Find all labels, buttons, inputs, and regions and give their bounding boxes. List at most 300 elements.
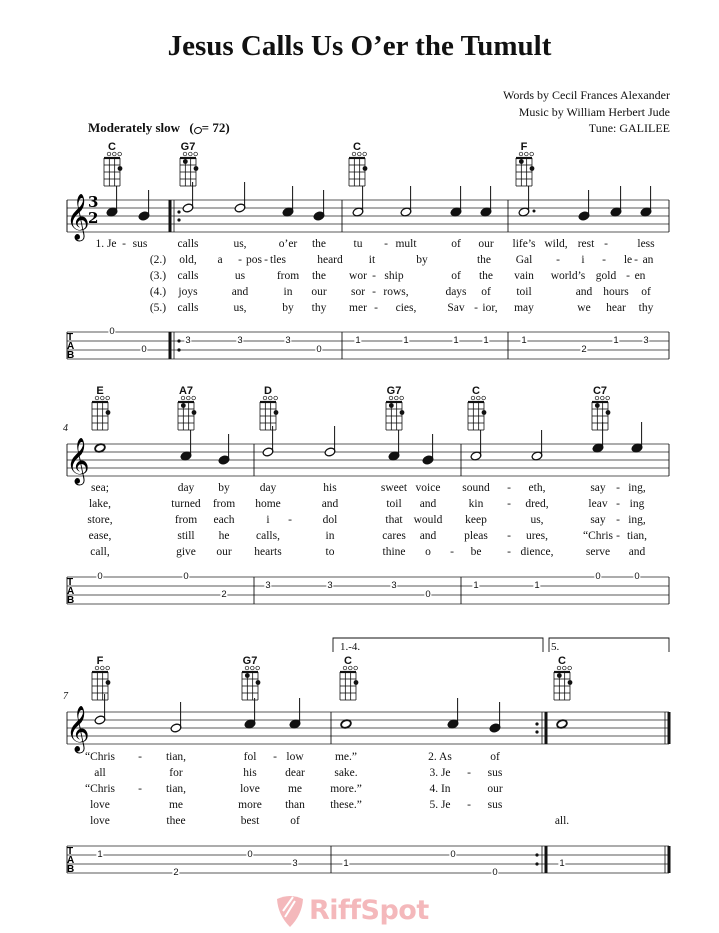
lyric-syllable: his [243,767,257,779]
tab-fret-number: 3 [292,858,298,869]
lyric-syllable: ship [384,270,404,282]
lyric-syllable: tian, [626,530,648,542]
tab-clef-letter: T [67,332,74,343]
chord-name: C [472,385,480,397]
lyric-syllable: - [507,530,511,542]
chord-name: C [353,141,361,153]
lyric-syllable: ures, [525,530,549,542]
tab-fret-number: 3 [237,335,243,346]
tab-fret-number: 1 [534,580,540,591]
lyric-syllable: eth, [528,482,546,494]
credit-tune: Tune: GALILEE [588,121,670,135]
lyric-syllable: ing, [628,482,646,494]
repeat-dot [535,730,538,733]
tab-fret-number: 0 [595,571,601,582]
lyric-syllable: tian, [165,751,187,763]
open-string-marker [482,396,486,400]
tab-fret-number: 2 [581,344,587,355]
lyric-syllable: dred, [525,498,549,510]
tab-clef-letter: T [67,577,74,588]
credit-words: Words by Cecil Frances Alexander [503,88,670,102]
lyric-syllable: - [616,482,620,494]
tab-fret-number: 3 [285,335,291,346]
lyric-syllable: dol [322,514,338,526]
lyric-syllable: from [212,498,236,510]
lyric-syllable: ease, [88,530,112,542]
lyric-syllable: low [286,751,304,763]
tab-fret-number: 0 [109,326,115,337]
dot [533,210,536,213]
lyric-syllable: sea; [91,482,109,494]
lyric-syllable: calls, [256,530,280,542]
lyric-syllable: a [217,254,223,266]
lyric-syllable: keep [465,514,487,526]
lyric-syllable: pleas [464,530,488,542]
lyric-syllable: of [451,238,461,250]
lyric-syllable: i [266,514,270,526]
lyric-syllable: voice [415,482,441,494]
lyric-syllable: kin [468,498,484,510]
lyric-syllable: of [490,751,500,763]
lyric-syllable: turned [171,498,201,510]
open-string-marker [568,666,572,670]
lyric-syllable: his [323,482,337,494]
lyric-syllable: ing [629,498,645,510]
tab-clef-letter: A [67,341,75,352]
tab-fret-number: 1 [559,858,565,869]
finger-dot [192,410,197,415]
guitar-pick-icon [273,893,307,929]
tab-fret-number: 0 [492,867,498,878]
lyric-syllable: 1. Je [95,238,117,250]
finger-dot [519,159,524,164]
tab-clef-letter: T [67,846,74,857]
finger-dot [595,403,600,408]
lyric-syllable: to [325,546,335,558]
tab-fret-number: 1 [613,335,619,346]
finger-dot [557,673,562,678]
lyric-syllable: and [321,498,339,510]
lyric-syllable: - [507,498,511,510]
lyric-syllable: - [450,546,454,558]
chord-name: C [344,655,352,667]
tab-fret-number: 3 [327,580,333,591]
lyric-syllable: may [514,302,534,314]
treble-clef-icon: 𝄞 [66,438,90,484]
lyric-syllable: of [451,270,461,282]
lyric-syllable: sus [487,767,503,779]
finger-dot [606,410,611,415]
lyric-syllable: sor [350,286,366,298]
lyric-syllable: - [467,767,471,779]
open-string-marker [118,152,122,156]
lyric-syllable: from [174,514,198,526]
lyric-syllable: old, [179,254,197,266]
lyric-syllable: (3.) [149,270,167,282]
chord-name: F [96,655,104,667]
lyric-syllable: an [642,254,654,266]
finger-dot [256,680,261,685]
lyric-syllable: the [311,270,327,282]
tempo-bpm: = 72) [201,120,230,135]
lyric-syllable: - [604,238,608,250]
finger-dot [194,166,199,171]
lyric-syllable: our [311,286,327,298]
lyric-syllable: it [368,254,376,266]
lyric-syllable: toil [516,286,532,298]
lyric-syllable: store, [87,514,113,526]
lyric-syllable: - [122,238,126,250]
lyric-syllable: life’s [512,238,536,250]
lyric-syllable: calls [177,302,199,314]
lyric-syllable: 4. In [429,783,451,795]
finger-dot [568,680,573,685]
lyric-syllable: by [416,254,428,266]
lyric-syllable: - [467,799,471,811]
lyric-syllable: - [616,514,620,526]
lyric-syllable: say [590,514,606,526]
lyric-syllable: mer [349,302,367,314]
finger-dot [363,166,368,171]
open-string-marker [530,152,534,156]
lyric-syllable: lake, [88,498,112,510]
tab-fret-number: 3 [265,580,271,591]
lyric-syllable: me [287,783,303,795]
open-string-marker [106,666,110,670]
lyric-syllable: less [637,238,655,250]
lyric-syllable: - [616,530,620,542]
lyric-syllable: dear [285,767,305,779]
lyric-syllable: “Chris [84,751,116,763]
lyric-syllable: heard [317,254,343,266]
lyric-syllable: day [259,482,277,494]
lyric-syllable: from [276,270,300,282]
lyric-syllable: tian, [165,783,187,795]
lyric-syllable: sus [487,799,503,811]
tempo-paren: ( [189,120,194,135]
lyric-syllable: ior, [482,302,498,314]
lyric-syllable: more [238,799,262,811]
lyric-syllable: - [288,514,292,526]
repeat-dot [535,722,538,725]
tab-fret-number: 1 [521,335,527,346]
lyric-syllable: o’er [278,238,298,250]
lyric-syllable: o [425,546,431,558]
tab-fret-number: 2 [173,867,179,878]
finger-dot [389,403,394,408]
lyric-syllable: by [282,302,294,314]
lyric-syllable: - [616,498,620,510]
lyric-syllable: our [216,546,232,558]
tab-fret-number: 2 [221,589,227,600]
chord-name: F [520,141,528,153]
lyric-syllable: in [283,286,293,298]
finger-dot [245,673,250,678]
chord-name: C [108,141,116,153]
lyric-syllable: i [581,254,585,266]
lyric-syllable: - [507,482,511,494]
lyric-syllable: all. [554,815,570,827]
finger-dot [118,166,123,171]
lyric-syllable: toil [386,498,402,510]
tab-clef-letter: B [67,595,75,606]
lyric-syllable: of [290,815,300,827]
finger-dot [482,410,487,415]
finger-dot [181,403,186,408]
lyric-syllable: (2.) [149,254,167,266]
lyric-syllable: mult [395,238,417,250]
lyric-syllable: give [176,546,196,558]
lyric-syllable: the [478,270,494,282]
lyric-syllable: - [372,286,376,298]
lyric-syllable: be [470,546,482,558]
lyric-syllable: say [590,482,606,494]
lyric-syllable: best [240,815,260,827]
lyric-syllable: (5.) [149,302,167,314]
lyric-syllable: joys [178,286,198,298]
lyric-syllable: love [90,815,110,827]
lyric-syllable: in [325,530,335,542]
lyric-syllable: en [634,270,646,282]
chord-name: D [264,385,272,397]
lyric-syllable: cies, [395,302,417,314]
finger-dot [354,680,359,685]
lyric-syllable: le [623,254,633,266]
lyric-syllable: us, [233,302,247,314]
lyric-syllable: we [577,302,591,314]
lyric-syllable: calls [177,270,199,282]
lyric-syllable: us, [530,514,544,526]
repeat-dot [535,853,538,856]
lyric-syllable: fol [243,751,257,763]
lyric-syllable: hearts [254,546,282,558]
lyric-syllable: Gal [515,254,533,266]
lyric-syllable: gold [595,270,617,282]
lyric-syllable: thee [166,815,186,827]
finger-dot [183,159,188,164]
lyric-syllable: dience, [520,546,554,558]
lyric-syllable: thy [638,302,654,314]
lyric-syllable: “Chris [582,530,614,542]
repeat-dot [535,862,538,865]
tab-fret-number: 1 [473,580,479,591]
tab-fret-number: 0 [247,849,253,860]
lyric-syllable: 2. As [428,751,452,763]
tab-fret-number: 0 [634,571,640,582]
time-signature: 3 [88,193,99,211]
lyric-syllable: - [602,254,606,266]
note-head [94,443,106,453]
repeat-dot [177,218,180,221]
lyric-syllable: 3. Je [429,767,451,779]
repeat-dot [177,339,180,342]
tab-fret-number: 0 [425,589,431,600]
tab-fret-number: 0 [450,849,456,860]
tab-clef-letter: A [67,855,75,866]
lyric-syllable: all [94,767,106,779]
lyric-syllable: for [169,767,183,779]
volta-second-ending: 5. [551,641,560,653]
lyric-syllable: and [419,530,437,542]
treble-clef-icon: 𝄞 [66,706,90,752]
chord-name: G7 [242,655,258,667]
note-head [340,719,352,729]
lyric-syllable: love [240,783,260,795]
lyric-syllable: 5. Je [429,799,451,811]
tab-fret-number: 0 [97,571,103,582]
volta-bracket [333,638,543,652]
lyric-syllable: thy [311,302,327,314]
time-signature: 2 [88,209,99,227]
lyric-syllable: call, [90,546,110,558]
lyric-syllable: - [264,254,268,266]
lyric-syllable: - [372,270,376,282]
lyric-syllable: - [238,254,242,266]
lyric-syllable: - [273,751,277,763]
open-string-marker [354,666,358,670]
lyric-syllable: home [255,498,281,510]
lyric-syllable: would [413,514,443,526]
lyric-syllable: he [218,530,230,542]
lyric-syllable: pos [246,254,262,266]
tab-fret-number: 1 [97,849,103,860]
lyric-syllable: us, [233,238,247,250]
volta-first-ending: 1.-4. [340,641,361,653]
tab-fret-number: 3 [185,335,191,346]
lyric-syllable: that [385,514,403,526]
lyric-syllable: of [481,286,491,298]
tab-clef-letter: B [67,350,75,361]
lyric-syllable: ing, [628,514,646,526]
open-string-marker [106,396,110,400]
finger-dot [400,410,405,415]
song-title: Jesus Calls Us O’er the Tumult [167,30,552,62]
lyric-syllable: love [90,799,110,811]
lyric-syllable: and [575,286,593,298]
lyric-syllable: calls [177,238,199,250]
finger-dot [274,410,279,415]
lyric-syllable: our [487,783,503,795]
volta-bracket [549,638,669,652]
lyric-syllable: - [374,302,378,314]
tab-fret-number: 0 [316,344,322,355]
tab-fret-number: 1 [343,858,349,869]
tab-clef-letter: A [67,586,75,597]
lyric-syllable: and [231,286,249,298]
tab-fret-number: 0 [183,571,189,582]
finger-dot [106,410,111,415]
lyric-syllable: me [168,799,184,811]
lyric-syllable: and [419,498,437,510]
lyric-syllable: these.” [330,799,362,811]
lyric-syllable: hours [603,286,629,298]
chord-name: G7 [180,141,196,153]
lyric-syllable: the [311,238,327,250]
measure-number: 4 [63,423,68,434]
lyric-syllable: still [177,530,195,542]
lyric-syllable: (4.) [149,286,167,298]
tab-fret-number: 3 [643,335,649,346]
lyric-syllable: Sav [447,302,465,314]
lyric-syllable: and [628,546,646,558]
measure-number: 7 [63,691,68,702]
lyric-syllable: serve [585,546,611,558]
lyric-syllable: by [218,482,230,494]
lyric-syllable: hear [606,302,626,314]
lyric-syllable: wild, [544,238,568,250]
chord-name: C7 [592,385,608,397]
chord-name: A7 [178,385,194,397]
lyric-syllable: - [138,751,142,763]
tab-clef-letter: B [67,864,75,875]
tab-fret-number: 1 [355,335,361,346]
lyric-syllable: tu [353,238,363,250]
tab-fret-number: 3 [391,580,397,591]
repeat-dot [177,348,180,351]
lyric-syllable: each [213,514,235,526]
chord-name: G7 [386,385,402,397]
lyric-syllable: our [478,238,494,250]
lyric-syllable: rows, [383,286,409,298]
lyric-syllable: sweet [380,482,408,494]
treble-clef-icon: 𝄞 [66,194,90,240]
lyric-syllable: sake. [334,767,358,779]
lyric-syllable: sound [462,482,490,494]
lyric-syllable: more.” [330,783,362,795]
lyric-syllable: - [626,270,630,282]
lyric-syllable: thine [382,546,406,558]
lyric-syllable: the [476,254,492,266]
tab-fret-number: 1 [453,335,459,346]
tab-fret-number: 0 [141,344,147,355]
lyric-syllable: sus [132,238,148,250]
lyric-syllable: days [445,286,467,298]
lyric-syllable: “Chris [84,783,116,795]
lyric-syllable: - [138,783,142,795]
finger-dot [106,680,111,685]
lyric-syllable: than [285,799,305,811]
finger-dot [530,166,535,171]
lyric-syllable: - [384,238,388,250]
lyric-syllable: - [634,254,638,266]
lyric-syllable: us [234,270,246,282]
tab-fret-number: 1 [483,335,489,346]
credit-music: Music by William Herbert Jude [518,105,670,119]
lyric-syllable: of [641,286,651,298]
lyric-syllable: me.” [334,751,358,763]
lyric-syllable: vain [514,270,534,282]
lyric-syllable: rest [577,238,595,250]
tempo-text: Moderately slow [88,120,181,135]
lyric-syllable: wor [349,270,367,282]
riffspot-logo [273,893,453,933]
note-head [556,719,568,729]
chord-name: E [96,385,104,397]
open-string-marker [274,396,278,400]
lyric-syllable: leav [588,498,608,510]
logo-text: RiffSpot [309,895,429,926]
lyric-syllable: day [177,482,195,494]
lyric-syllable: cares [382,530,406,542]
tab-fret-number: 1 [403,335,409,346]
open-string-marker [363,152,367,156]
lyric-syllable: - [507,546,511,558]
lyric-syllable: - [556,254,560,266]
lyric-syllable: world’s [550,270,586,282]
repeat-dot [177,210,180,213]
lyric-syllable: tles [270,254,286,266]
lyric-syllable: - [474,302,478,314]
